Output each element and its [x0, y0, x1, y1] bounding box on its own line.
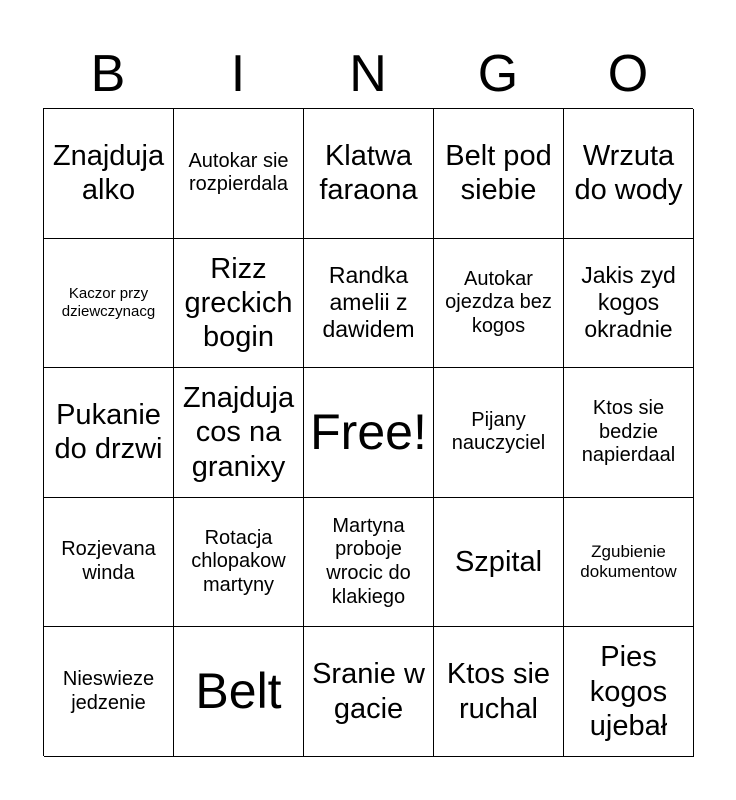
header-letter-n: N	[349, 45, 387, 103]
bingo-cell-r5c3[interactable]: Sranie w gacie	[304, 627, 434, 757]
bingo-cell-r2c2[interactable]: Rizz greckich bogin	[174, 239, 304, 369]
header-letter-i: I	[230, 45, 246, 103]
bingo-cell-r4c2[interactable]: Rotacja chlopakow martyny	[174, 498, 304, 628]
bingo-cell-r4c3[interactable]: Martyna proboje wrocic do klakiego	[304, 498, 434, 628]
bingo-cell-r1c2[interactable]: Autokar sie rozpierdala	[174, 109, 304, 239]
bingo-cell-r1c3[interactable]: Klatwa faraona	[304, 109, 434, 239]
bingo-cell-r1c5[interactable]: Wrzuta do wody	[564, 109, 694, 239]
bingo-cell-r4c4[interactable]: Szpital	[434, 498, 564, 628]
bingo-cell-r3c4[interactable]: Pijany nauczyciel	[434, 368, 564, 498]
bingo-cell-r3c1[interactable]: Pukanie do drzwi	[44, 368, 174, 498]
header-letter-o: O	[607, 45, 649, 103]
bingo-cell-free[interactable]: Free!	[304, 368, 434, 498]
bingo-cell-r5c4[interactable]: Ktos sie ruchal	[434, 627, 564, 757]
bingo-cell-r5c5[interactable]: Pies kogos ujebał	[564, 627, 694, 757]
bingo-header	[43, 40, 693, 108]
bingo-cell-r1c4[interactable]: Belt pod siebie	[434, 109, 564, 239]
bingo-cell-r2c3[interactable]: Randka amelii z dawidem	[304, 239, 434, 369]
header-letter-g: G	[477, 45, 519, 103]
bingo-cell-r5c1[interactable]: Nieswieze jedzenie	[44, 627, 174, 757]
bingo-board	[43, 108, 693, 756]
bingo-cell-r3c2[interactable]: Znajduja cos na granixy	[174, 368, 304, 498]
bingo-cell-r2c1[interactable]: Kaczor przy dziewczynacg	[44, 239, 174, 369]
bingo-cell-r1c1[interactable]: Znajduja alko	[44, 109, 174, 239]
bingo-cell-r4c1[interactable]: Rozjevana winda	[44, 498, 174, 628]
bingo-cell-r4c5[interactable]: Zgubienie dokumentow	[564, 498, 694, 628]
header-letter-b: B	[90, 45, 126, 103]
bingo-cell-r5c2[interactable]: Belt	[174, 627, 304, 757]
bingo-cell-r2c4[interactable]: Autokar ojezdza bez kogos	[434, 239, 564, 369]
bingo-cell-r2c5[interactable]: Jakis zyd kogos okradnie	[564, 239, 694, 369]
bingo-cell-r3c5[interactable]: Ktos sie bedzie napierdaal	[564, 368, 694, 498]
